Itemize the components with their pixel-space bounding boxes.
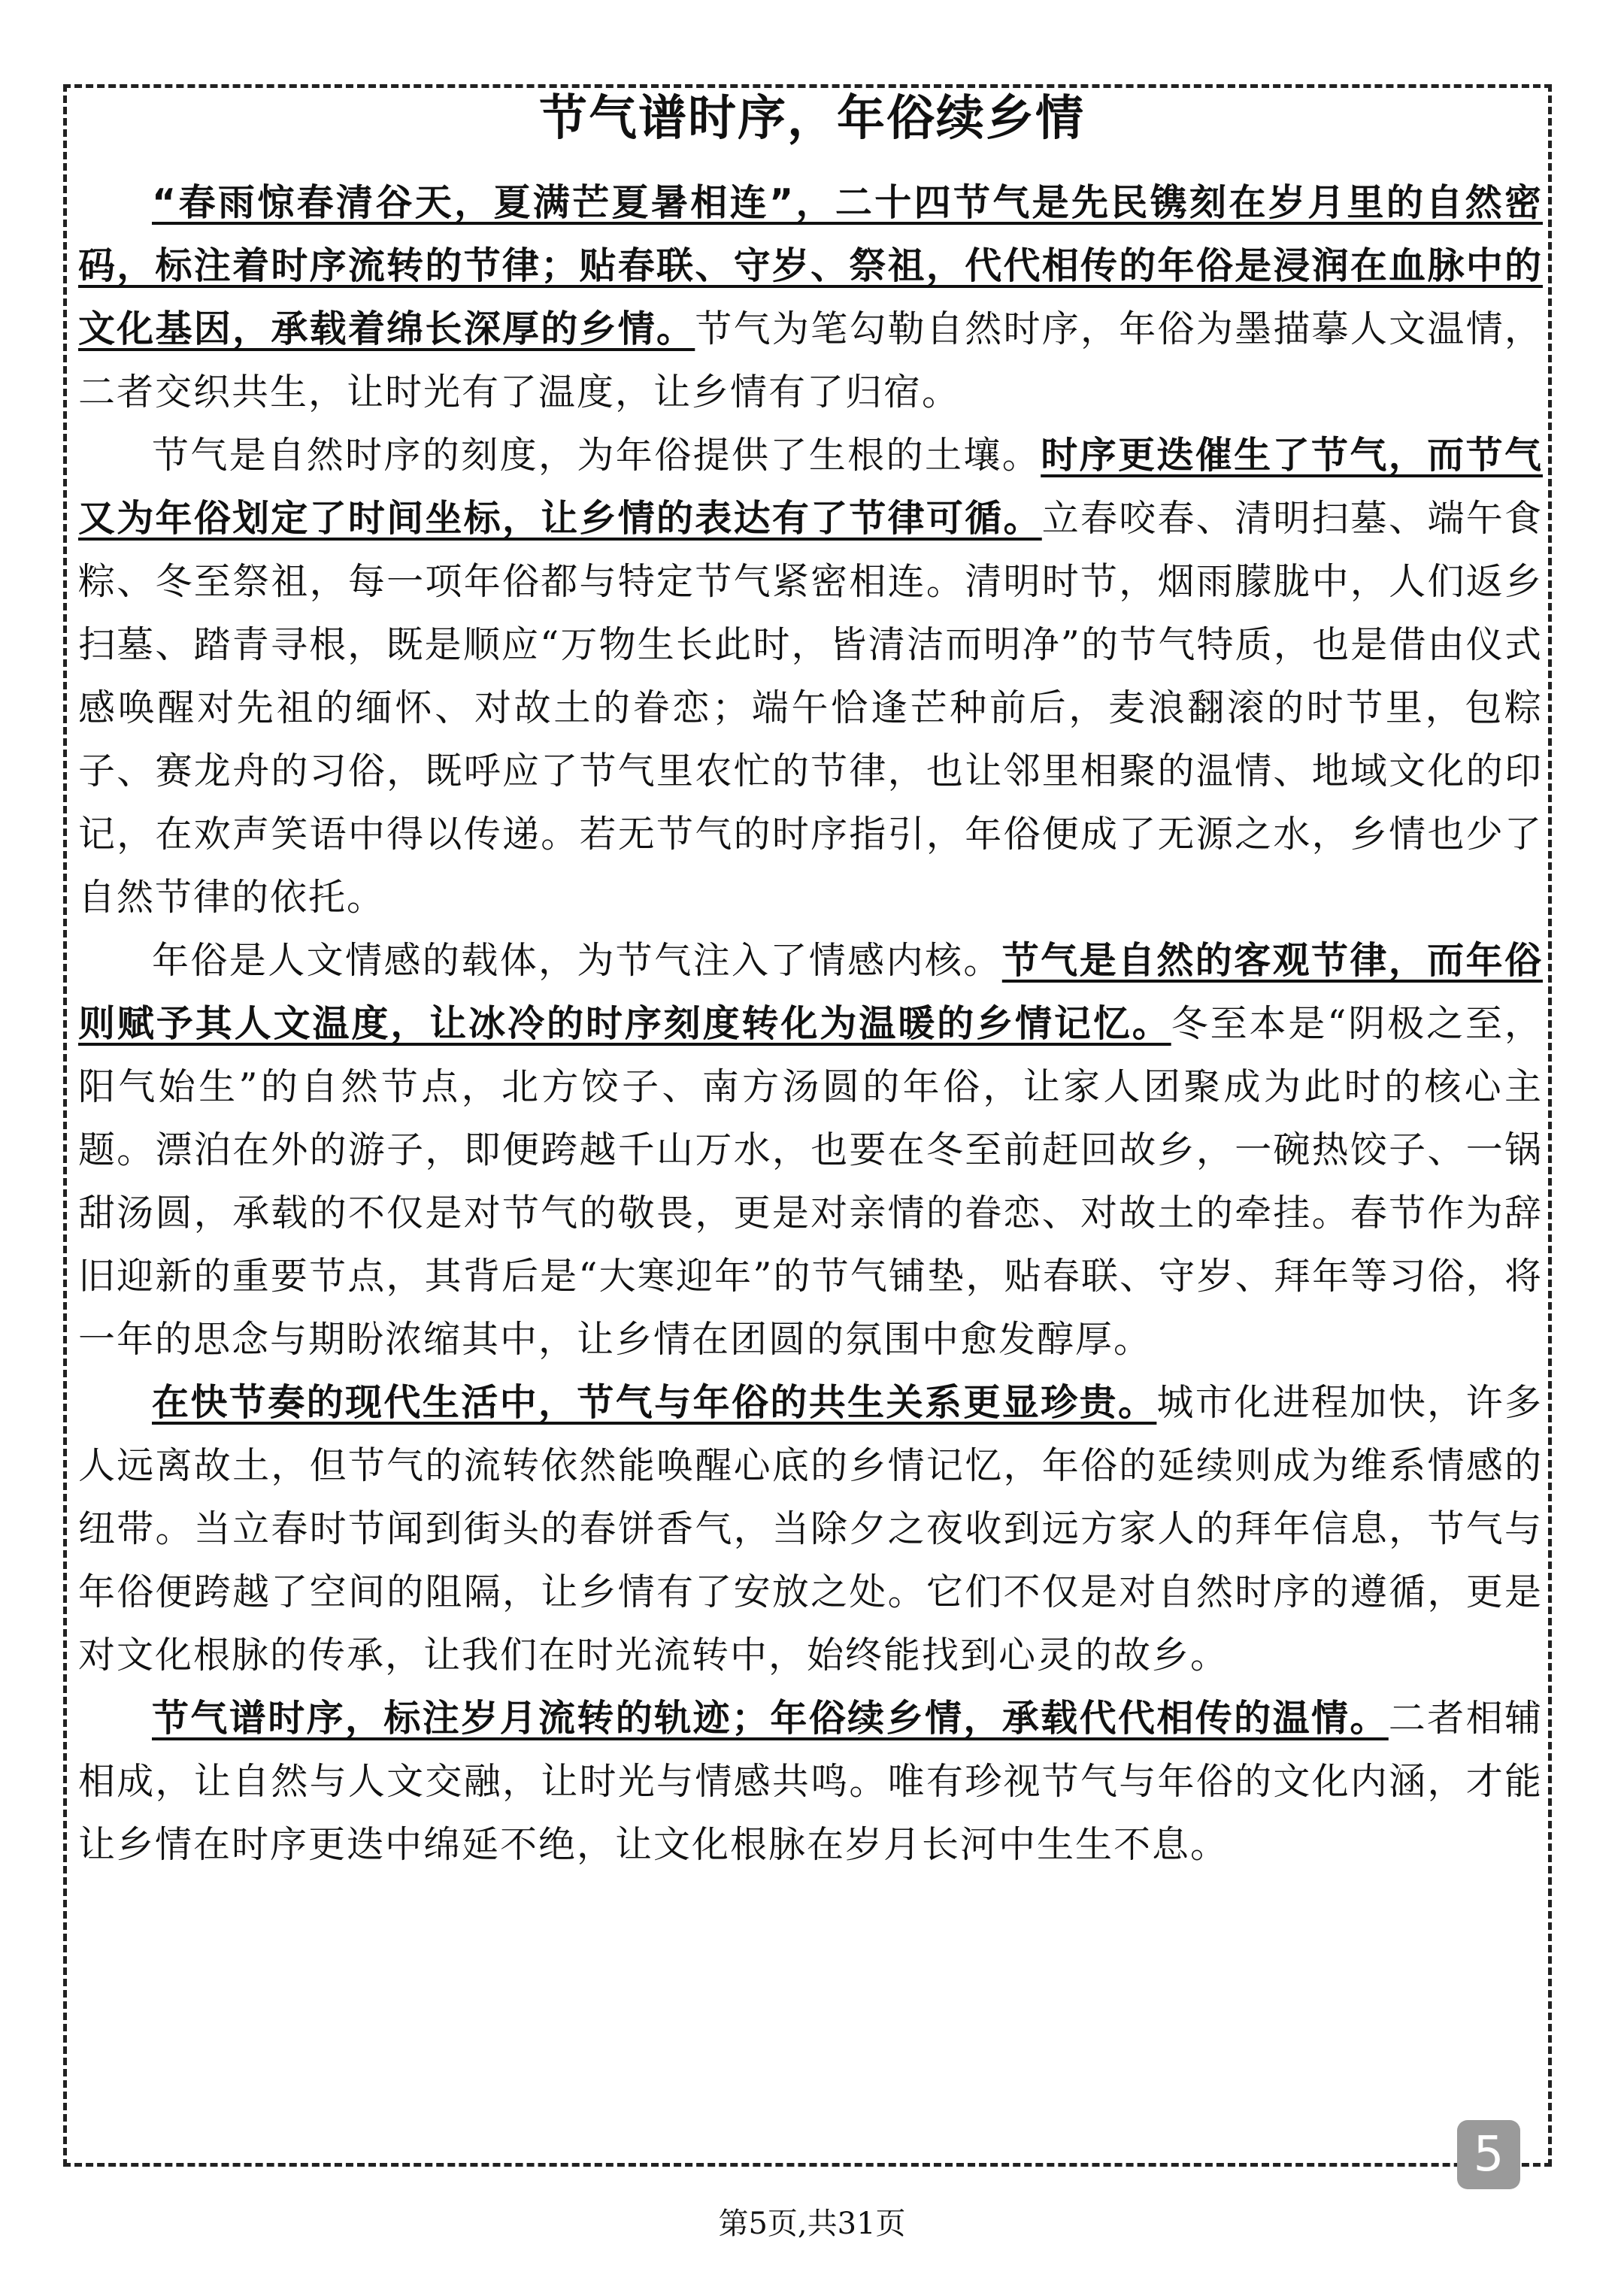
article-title: 节气谱时序，年俗续乡情 bbox=[539, 91, 1085, 147]
article-body bbox=[78, 171, 1543, 1876]
highlight-sentence: 在快节奏的现代生活中，节气与年俗的共生关系更显珍贵。 bbox=[152, 1381, 1157, 1424]
paragraph-5 bbox=[78, 1687, 1543, 1876]
paragraph-1 bbox=[78, 171, 1543, 424]
page-number-badge: 5 bbox=[1457, 2120, 1520, 2189]
paragraph-text: 年俗是人文情感的载体，为节气注入了情感内核。 bbox=[152, 939, 1002, 982]
paragraph-3 bbox=[78, 929, 1543, 1371]
highlight-sentence: 节气谱时序，标注岁月流转的轨迹；年俗续乡情，承载代代相传的温情。 bbox=[152, 1697, 1389, 1740]
paragraph-text: 节气是自然时序的刻度，为年俗提供了生根的土壤。 bbox=[152, 434, 1041, 477]
page-footer: 第5页,共31页 bbox=[718, 2207, 906, 2241]
paragraph-text: 节气为笔勾勒自然时序，年俗为墨描摹人文温情，二者交织共生，让时光有了温度，让乡情有了归宿。 bbox=[78, 307, 1543, 413]
highlight-sentence: 时序更迭催生了节气，而节气又为年俗划定了时间坐标，让乡情的表达有了节律可循。 bbox=[78, 434, 1543, 540]
paragraph-text: 二者相辅相成，让自然与人文交融，让时光与情感共鸣。唯有珍视节气与年俗的文化内涵，才能让乡情在时序更迭中绵延不绝，让文化根脉在岁月长河中生生不息。 bbox=[78, 1697, 1543, 1866]
highlight-sentence: “春雨惊春清谷天，夏满芒夏暑相连”，二十四节气是先民镌刻在岁月里的自然密码，标注着时序流转的节律；贴春联、守岁、祭祖，代代相传的年俗是浸润在血脉中的文化基因，承载着绵长深厚的乡情。 bbox=[78, 181, 1543, 350]
paragraph-text: 立春咬春、清明扫墓、端午食粽、冬至祭祖，每一项年俗都与特定节气紧密相连。清明时节，烟雨朦胧中，人们返乡扫墓、踏青寻根，既是顺应“万物生长此时，皆清洁而明净”的节气特质，也是借由仪式感唤醒对先祖的缅怀、对故土的眷恋；端午恰逢芒种前后，麦浪翻滚的时节里，包粽子、赛龙舟的习俗，既呼应了节气里农忙的节律，也让邻里相聚的温情、地域文化的印记，在欢声笑语中得以传递。若无节气的时序指引，年俗便成了无源之水，乡情也少了自然节律的依托。 bbox=[78, 497, 1543, 919]
paragraph-text: 城市化进程加快，许多人远离故土，但节气的流转依然能唤醒心底的乡情记忆，年俗的延续则成为维系情感的纽带。当立春时节闻到街头的春饼香气，当除夕之夜收到远方家人的拜年信息，节气与年俗便跨越了空间的阻隔，让乡情有了安放之处。它们不仅是对自然时序的遵循，更是对文化根脉的传承，让我们在时光流转中，始终能找到心灵的故乡。 bbox=[78, 1381, 1543, 1677]
paragraph-text: 冬至本是“阴极之至，阳气始生”的自然节点，北方饺子、南方汤圆的年俗，让家人团聚成为此时的核心主题。漂泊在外的游子，即便跨越千山万水，也要在冬至前赶回故乡，一碗热饺子、一锅甜汤圆，承载的不仅是对节气的敬畏，更是对亲情的眷恋、对故土的牵挂。春节作为辞旧迎新的重要节点，其背后是“大寒迎年”的节气铺垫，贴春联、守岁、拜年等习俗，将一年的思念与期盼浓缩其中，让乡情在团圆的氛围中愈发醇厚。 bbox=[78, 1002, 1543, 1361]
highlight-sentence: 节气是自然的客观节律，而年俗则赋予其人文温度，让冰冷的时序刻度转化为温暖的乡情记忆。 bbox=[78, 939, 1543, 1045]
paragraph-2 bbox=[78, 424, 1543, 929]
paragraph-4 bbox=[78, 1371, 1543, 1687]
